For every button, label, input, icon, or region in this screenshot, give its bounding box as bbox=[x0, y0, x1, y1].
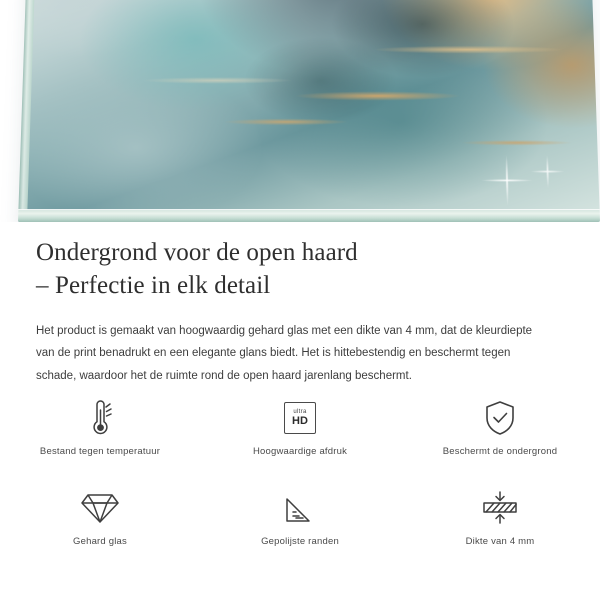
thermometer-icon bbox=[83, 396, 117, 440]
polished-edges-icon bbox=[283, 486, 317, 530]
feature-label: Gepolijste randen bbox=[261, 536, 339, 547]
feature-label: Bestand tegen temperatuur bbox=[39, 446, 161, 457]
feature-label: Hoogwaardige afdruk bbox=[252, 446, 348, 457]
glass-edge-bottom bbox=[18, 209, 600, 222]
page-title bbox=[0, 222, 600, 302]
feature-item-polished-edges bbox=[200, 486, 400, 564]
feature-label: Dikte van 4 mm bbox=[465, 536, 535, 547]
feature-item-thickness bbox=[400, 486, 600, 564]
hero-image bbox=[0, 0, 600, 222]
text-content bbox=[0, 222, 600, 387]
ultra-hd-badge-bottom: HD bbox=[292, 415, 308, 427]
glass-panel-artwork bbox=[18, 0, 600, 222]
feature-item-temperature bbox=[0, 396, 200, 474]
feature-item-print-quality bbox=[200, 396, 400, 474]
feature-label: Beschermt de ondergrond bbox=[442, 446, 558, 457]
feature-item-surface-protection bbox=[400, 396, 600, 474]
product-description-text: Het product is gemaakt van hoogwaardig gehard glas met een dikte van 4 mm, dat de kleurdiepte van de print benadrukt en een elegante glans biedt. Het is hittebestendig en beschermt tegen schade, waardoor het de ruimte rond de open haard jarenlang beschermt. bbox=[36, 325, 533, 382]
page-title-line-2: – Perfectie in elk detail bbox=[36, 272, 271, 299]
page-title-line-1: Ondergrond voor de open haard bbox=[36, 239, 358, 266]
feature-grid bbox=[0, 396, 600, 564]
diamond-icon bbox=[80, 486, 120, 530]
feature-label: Gehard glas bbox=[73, 536, 127, 547]
gold-veins-layer bbox=[18, 0, 600, 222]
ultra-hd-badge-top: ultra bbox=[293, 409, 307, 415]
thickness-icon bbox=[480, 486, 520, 530]
feature-item-tempered-glass bbox=[0, 486, 200, 564]
shield-check-icon bbox=[482, 396, 518, 440]
ultra-hd-icon bbox=[284, 396, 316, 440]
